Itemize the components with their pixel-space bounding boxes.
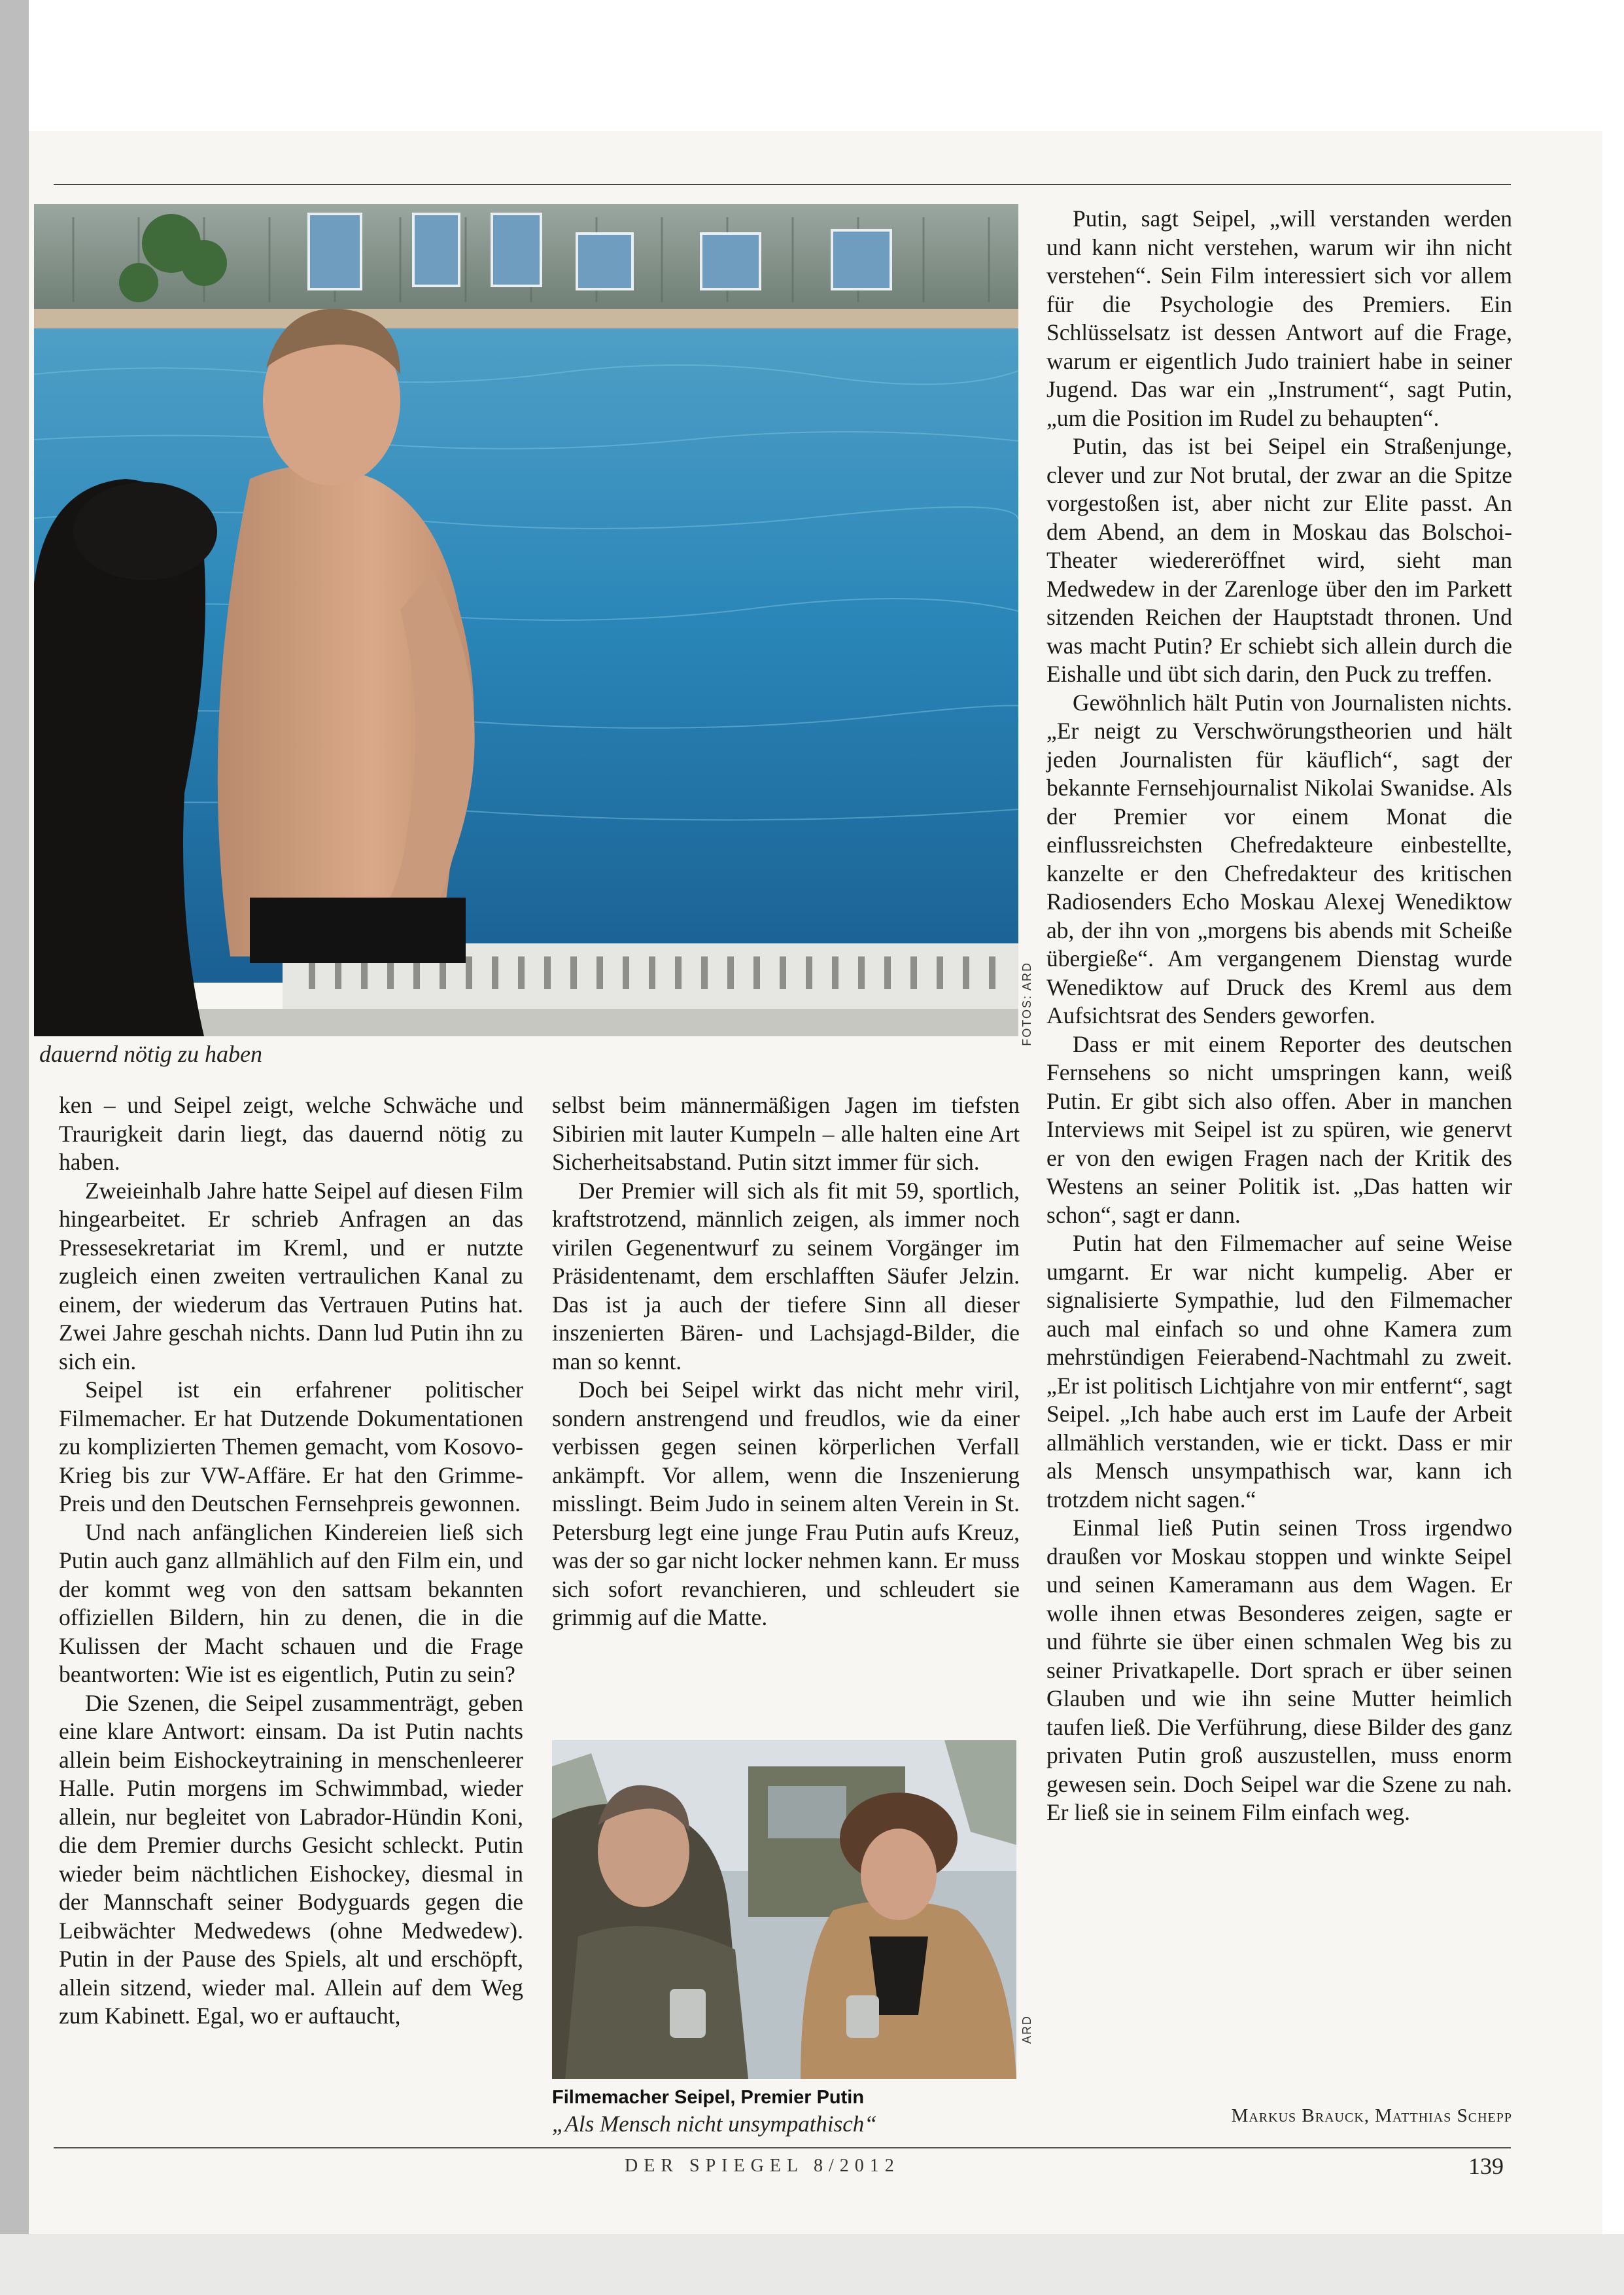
page-number: 139 [1468, 2153, 1504, 2179]
paragraph: Gewöhnlich hält Putin von Journalisten nichts. „Er neigt zu Verschwörungstheorien und hält jeden Journalisten für käuflich“, sagt der bekannte Fernsehjournalist Nikolai Swanidse. Als der Premier vor einem Monat die einflussreichsten Chefredakteure einbestellte, kanzelte er den Chefredakteur des kritischen Radiosenders Echo Moskau Alexej Wenediktow ab, der ihn von „morgens bis abends mit Scheiße übergieße“. Am vergangenem Dienstag wurde Wenediktow auf Druck des Kreml aus dem Aufsichtsrat des Senders geworfen. [1046, 689, 1512, 1028]
scan-binding-edge [0, 0, 29, 2295]
article-column-3 [1046, 205, 1512, 1827]
pool-photo-caption: dauernd nötig zu haben [39, 1041, 262, 1067]
field-photo-credit: ARD [1020, 2015, 1033, 2044]
pool-photo [34, 204, 1018, 1036]
field-photo-image [552, 1740, 1016, 2079]
paragraph: Zweieinhalb Jahre hatte Seipel auf diesen Film hingearbeitet. Er schrieb Anfragen an das Pressesekretariat im Kreml, und er nutzte zugleich einen zweiten vertraulichen Kanal zu einem, der wiederum das Vertrauen Putins hat. Zwei Jahre geschah nichts. Dann lud Putin ihn zu sich ein. [59, 1177, 523, 1375]
field-photo [552, 1740, 1016, 2079]
field-photo-caption [552, 2084, 1023, 2138]
top-rule [54, 184, 1511, 185]
paragraph: Einmal ließ Putin seinen Tross irgendwo draußen vor Moskau stoppen und winkte Seipel und seinen Kameramann aus dem Wagen. Er wolle ihnen etwas Besonderes zeigen, sagte er und führte sie über einen schmalen Weg bis zu seiner Privatkapelle. Dort sprach er über seinen Glauben und wie ihn seine Mutter heimlich taufen ließ. Die Verführung, diese Bilder des ganz privaten Putin groß auszustellen, muss enorm gewesen sein. Doch Seipel war die Szene zu nah. Er ließ sie in seinem Film einfach weg. [1046, 1515, 1512, 1825]
paragraph: Putin, das ist bei Seipel ein Straßenjunge, clever und zur Not brutal, der zwar an die Spitze vorgestoßen ist, aber nicht zur Elite passt. An dem Abend, an dem in Moskau das Bolschoi-Theater wiedereröffnet wird, sieht man Medwedew in der Zarenloge über den im Parkett sitzenden Reichen der Hauptstadt thronen. Und was macht Putin? Er schiebt sich allein durch die Eishalle und übt sich darin, den Puck zu treffen. [1046, 433, 1512, 687]
article-column-1 [59, 1091, 523, 2031]
author-byline: Markus Brauck, Matthias Schepp [1231, 2105, 1512, 2126]
paragraph: Putin hat den Filmemacher auf seine Weise umgarnt. Er war nicht kumpelig. Aber er signalisierte Sympathie, lud den Filmemacher auch mal einfach so und ohne Kamera zum mehrstündigen Feierabend-Nachtmahl zu zweit. „Er ist politisch Lichtjahre von mir entfernt“, sagt Seipel. „Ich habe auch erst im Laufe der Arbeit allmählich verstanden, wie er tickt. Dass er mir als Mensch unsympathisch war, kann ich trotzdem nicht sagen.“ [1046, 1230, 1512, 1513]
paragraph: selbst beim männermäßigen Jagen im tiefsten Sibirien mit lauter Kumpeln – alle halten eine Art Sicherheitsabstand. Putin sitzt immer für sich. [552, 1092, 1020, 1175]
magazine-issue: DER SPIEGEL 8/2012 [625, 2156, 900, 2176]
paragraph: Dass er mit einem Reporter des deutschen Fernsehens so nicht umspringen kann, weiß Putin. Er gibt sich also offen. Aber in manchen Interviews mit Seipel ist zu spüren, wie genervt er von den ewigen Fragen nach der Kritik des Westens an seiner Politik ist. „Das hatten wir schon“, sagt er dann. [1046, 1030, 1512, 1228]
caption-quote: „Als Mensch nicht unsympathisch“ [552, 2111, 877, 2137]
paragraph: Der Premier will sich als fit mit 59, sportlich, kraftstrotzend, männlich zeigen, als immer noch virilen Gegenentwurf zu seinem Vorgänger im Präsidentenamt, dem erschlafften Säufer Jelzin. Das ist ja auch der tiefere Sinn all dieser inszenierten Bären- und Lachsjagd-Bilder, die man so kennt. [552, 1177, 1020, 1375]
article-column-2 [552, 1091, 1020, 1632]
paragraph: ken – und Seipel zeigt, welche Schwäche und Traurigkeit darin liegt, das dauernd nötig zu haben. [59, 1092, 523, 1175]
pool-photo-credit: FOTOS: ARD [1020, 962, 1033, 1046]
pool-photo-image [34, 204, 1018, 1036]
footer-rule [54, 2147, 1511, 2148]
paragraph: Die Szenen, die Seipel zusammenträgt, geben eine klare Antwort: einsam. Da ist Putin nachts allein beim Eishockeytraining in menschenleerer Halle. Putin morgens im Schwimmbad, wieder allein, nur begleitet von Labrador-Hündin Koni, die dem Premier durchs Gesicht schleckt. Putin wieder beim nächtlichen Eishockey, diesmal in der Mannschaft seiner Bodyguards gegen die Leibwächter Medwedews (ohne Medwedew). Putin in der Pause des Spiels, alt und erschöpft, allein sitzend, wieder mal. Allein auf dem Weg zum Kabinett. Egal, wo er auftaucht, [59, 1689, 523, 2029]
paragraph: Doch bei Seipel wirkt das nicht mehr viril, sondern anstrengend und freudlos, wie da einer verbissen gegen seinen körperlichen Verfall ankämpft. Vor allem, wenn die Inszenierung misslingt. Beim Judo in seinem alten Verein in St. Petersburg legt eine junge Frau Putin aufs Kreuz, was der so gar nicht locker nehmen kann. Er muss sich sofort revanchieren, und schleudert sie grimmig auf die Matte. [552, 1376, 1020, 1630]
paragraph: Und nach anfänglichen Kindereien ließ sich Putin auch ganz allmählich auf den Film ein, und der kommt weg von den sattsam bekannten offiziellen Bildern, hin zu denen, die in die Kulissen der Macht schauen und die Frage beantworten: Wie ist es eigentlich, Putin zu sein? [59, 1518, 523, 1687]
paragraph: Putin, sagt Seipel, „will verstanden werden und kann nicht verstehen, warum wir ihn nicht verstehen“. Sein Film interessiert sich vor allem für die Psychologie des Premiers. Ein Schlüsselsatz ist dessen Antwort auf die Frage, warum er eigentlich Judo trainiert habe in seiner Jugend. Das war ein „Instrument“, sagt Putin, „um die Position im Rudel zu behaupten“. [1046, 205, 1512, 431]
scan-bottom-band [0, 2234, 1624, 2295]
paragraph: Seipel ist ein erfahrener politischer Filmemacher. Er hat Dutzende Dokumentationen zu komplizierten Themen gemacht, vom Kosovo-Krieg bis zur VW-Affäre. Er hat den Grimme-Preis und den Deutschen Fernsehpreis gewonnen. [59, 1376, 523, 1516]
caption-title: Filmemacher Seipel, Premier Putin [552, 2087, 865, 2108]
